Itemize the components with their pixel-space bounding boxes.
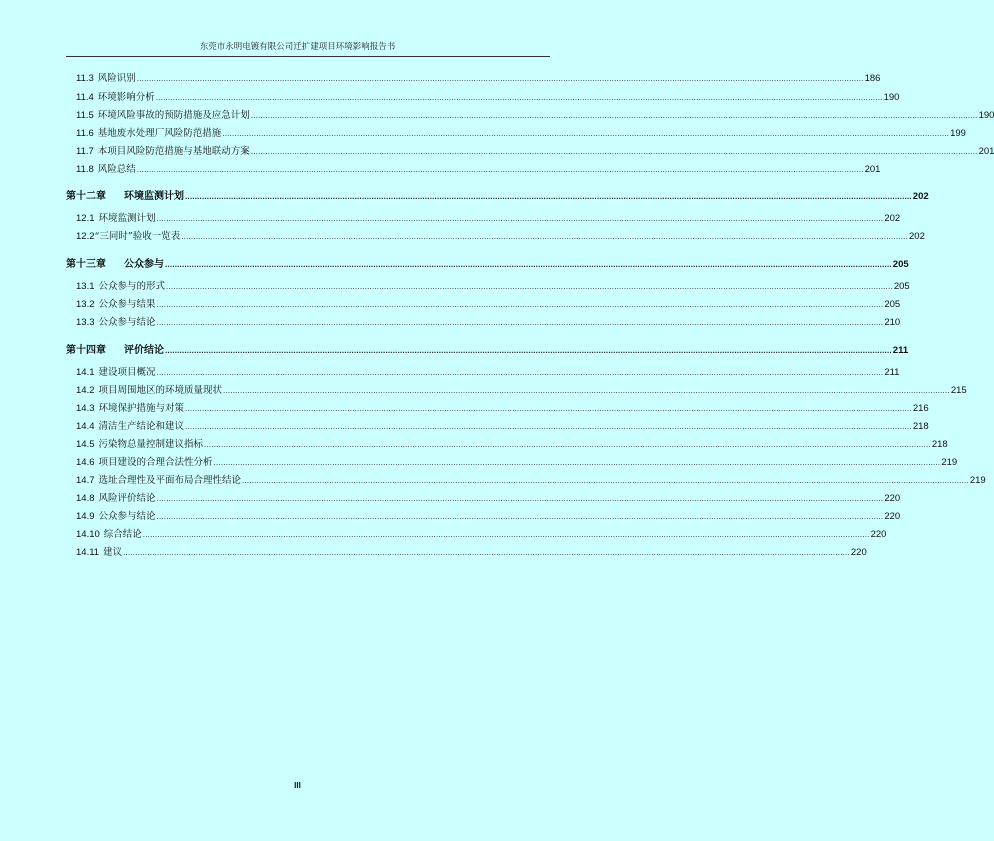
toc-section-entry[interactable] (76, 546, 867, 559)
toc-entry-title: 环境监测计划 (98, 213, 156, 224)
dot-leader: ............................................................................................................................................................................................................................................................................................................ (142, 530, 870, 539)
toc-section-entry[interactable] (76, 366, 900, 379)
toc-entry-page-number: 201 (978, 146, 994, 157)
dot-leader: ............................................................................................................................................................................................................................................................................................................ (156, 214, 884, 223)
toc-section-entry[interactable] (76, 127, 966, 140)
toc-entry-number: 14.11 (76, 547, 100, 558)
toc-entry-title: 建设项目概况 (98, 367, 156, 378)
toc-section-entry[interactable] (76, 510, 901, 523)
toc-entry-label (76, 298, 156, 311)
toc-entry-number: 11.4 (76, 92, 94, 103)
toc-entry-page-number: 202 (912, 191, 929, 202)
toc-entry-label (76, 510, 156, 523)
toc-chapter-entry[interactable] (66, 190, 929, 203)
dot-leader: ............................................................................................................................................................................................................................................................................................................ (165, 260, 892, 269)
dot-leader: ............................................................................................................................................................................................................................................................................................................ (185, 192, 912, 201)
toc-section-entry[interactable] (76, 474, 986, 487)
toc-entry-number: 14.7 (76, 475, 95, 486)
toc-entry-title: 公众参与的形式 (98, 281, 166, 292)
dot-leader: ............................................................................................................................................................................................................................................................................................................ (156, 512, 884, 521)
toc-entry-number: 14.8 (76, 493, 95, 504)
dot-leader: ............................................................................................................................................................................................................................................................................................................ (250, 111, 978, 120)
toc-entry-number: 14.1 (76, 367, 95, 378)
toc-entry-label (76, 366, 156, 379)
dot-leader: ............................................................................................................................................................................................................................................................................................................ (185, 404, 912, 413)
toc-section-entry[interactable] (76, 109, 994, 122)
dot-leader: ............................................................................................................................................................................................................................................................................................................ (204, 440, 931, 449)
dot-leader: ............................................................................................................................................................................................................................................................................................................ (213, 458, 941, 467)
toc-entry-label (66, 190, 184, 203)
toc-section-entry[interactable] (76, 280, 910, 293)
toc-section-entry[interactable] (76, 91, 900, 104)
toc-entry-page-number: 220 (850, 547, 867, 558)
dot-leader: ............................................................................................................................................................................................................................................................................................................ (222, 129, 950, 138)
toc-entry-title: 基地废水处理厂风险防范措施 (97, 128, 222, 139)
toc-entry-title: 风险总结 (97, 164, 136, 175)
toc-entry-label (76, 127, 221, 140)
toc-entry-page-number: 215 (950, 385, 967, 396)
toc-entry-title: 污染物总量控制建议指标 (98, 439, 204, 450)
toc-entry-title: 公众参与结论 (98, 317, 156, 328)
toc-entry-title: 建议 (103, 547, 123, 558)
toc-entry-number: 第十四章 (66, 345, 106, 356)
toc-section-entry[interactable] (76, 212, 901, 225)
dot-leader: ............................................................................................................................................................................................................................................................................................................ (136, 165, 864, 174)
toc-section-entry[interactable] (76, 316, 901, 329)
toc-entry-label (76, 420, 184, 433)
dot-leader: ............................................................................................................................................................................................................................................................................................................ (242, 476, 969, 485)
toc-entry-label (76, 492, 156, 505)
toc-entry-number: 第十二章 (66, 191, 106, 202)
dot-leader: ............................................................................................................................................................................................................................................................................................................ (166, 282, 893, 291)
toc-entry-page-number: 220 (884, 511, 901, 522)
toc-entry-title: “三同时”验收一览表 (94, 231, 181, 242)
toc-entry-label (76, 230, 180, 243)
toc-entry-title: 环境监测计划 (124, 191, 184, 202)
toc-entry-page-number: 186 (864, 73, 881, 84)
toc-entry-label (76, 91, 155, 104)
toc-entry-label (76, 163, 136, 176)
toc-section-entry[interactable] (76, 420, 929, 433)
toc-entry-page-number: 205 (884, 299, 901, 310)
toc-section-entry[interactable] (76, 384, 967, 397)
toc-entry-title: 评价结论 (124, 345, 164, 356)
toc-entry-label (76, 212, 156, 225)
toc-entry-page-number: 190 (978, 110, 994, 121)
toc-chapter-entry[interactable] (66, 258, 909, 271)
page-number: III (294, 781, 301, 790)
toc-entry-title: 项目周围地区的环境质量现状 (98, 385, 223, 396)
toc-entry-number: 13.3 (76, 317, 95, 328)
toc-entry-label (76, 384, 222, 397)
toc-entry-page-number: 211 (892, 345, 909, 356)
toc-entry-title: 环境风险事故的预防措施及应急计划 (97, 110, 250, 121)
toc-section-entry[interactable] (76, 163, 881, 176)
toc-entry-title: 本项目风险防范措施与基地联动方案 (97, 146, 250, 157)
toc-section-entry[interactable] (76, 492, 901, 505)
dot-leader: ............................................................................................................................................................................................................................................................................................................ (136, 74, 864, 83)
toc-entry-number: 14.5 (76, 439, 95, 450)
toc-section-entry[interactable] (76, 528, 887, 541)
toc-entry-number: 13.2 (76, 299, 95, 310)
toc-entry-number: 14.4 (76, 421, 95, 432)
toc-entry-label (76, 109, 250, 122)
dot-leader: ............................................................................................................................................................................................................................................................................................................ (155, 93, 883, 102)
toc-entry-title: 公众参与 (124, 259, 164, 270)
toc-entry-number: 11.3 (76, 73, 94, 84)
toc-entry-label (76, 72, 136, 85)
toc-entry-page-number: 218 (912, 421, 929, 432)
dot-leader: ............................................................................................................................................................................................................................................................................................................ (181, 232, 909, 241)
toc-section-entry[interactable] (76, 145, 994, 158)
toc-entry-title: 公众参与结果 (98, 299, 156, 310)
toc-entry-label (76, 280, 165, 293)
toc-section-entry[interactable] (76, 230, 925, 243)
dot-leader: ............................................................................................................................................................................................................................................................................................................ (156, 368, 884, 377)
running-header: 东莞市永明电镀有限公司迁扩建项目环境影响报告书 (199, 42, 396, 52)
toc-entry-number: 12.1 (76, 213, 95, 224)
toc-entry-label (76, 528, 142, 541)
toc-entry-label (76, 438, 203, 451)
toc-section-entry[interactable] (76, 402, 929, 415)
toc-entry-label (76, 402, 184, 415)
toc-entry-title: 公众参与结论 (98, 511, 156, 522)
toc-entry-number: 11.5 (76, 110, 94, 121)
toc-entry-title: 综合结论 (103, 529, 142, 540)
toc-entry-page-number: 220 (884, 493, 901, 504)
toc-entry-number: 14.2 (76, 385, 95, 396)
toc-entry-title: 风险识别 (97, 73, 136, 84)
toc-entry-page-number: 202 (884, 213, 901, 224)
toc-entry-number: 14.9 (76, 511, 95, 522)
toc-section-entry[interactable] (76, 456, 958, 469)
toc-entry-title: 项目建设的合理合法性分析 (98, 457, 213, 468)
toc-entry-title: 环境影响分析 (97, 92, 155, 103)
toc-entry-number: 第十三章 (66, 259, 106, 270)
toc-entry-page-number: 211 (884, 367, 900, 378)
toc-entry-page-number: 205 (892, 259, 909, 270)
dot-leader: ............................................................................................................................................................................................................................................................................................................ (185, 422, 912, 431)
toc-entry-label (76, 316, 156, 329)
dot-leader: ............................................................................................................................................................................................................................................................................................................ (156, 494, 884, 503)
toc-entry-page-number: 199 (950, 128, 966, 139)
toc-section-entry[interactable] (76, 298, 901, 311)
toc-entry-label (76, 474, 241, 487)
dot-leader: ............................................................................................................................................................................................................................................................................................................ (123, 548, 850, 557)
toc-entry-page-number: 216 (912, 403, 929, 414)
toc-entry-number: 14.10 (76, 529, 100, 540)
toc-entry-page-number: 190 (883, 92, 900, 103)
toc-entry-label (76, 145, 250, 158)
toc-entry-label (76, 456, 213, 469)
toc-entry-label (76, 546, 122, 559)
toc-entry-number: 11.8 (76, 164, 94, 175)
toc-entry-title: 环境保护措施与对策 (98, 403, 185, 414)
toc-entry-label (66, 258, 164, 271)
toc-entry-number: 14.6 (76, 457, 95, 468)
toc-chapter-entry[interactable] (66, 344, 909, 357)
toc-entry-page-number: 218 (931, 439, 948, 450)
toc-entry-page-number: 210 (884, 317, 901, 328)
toc-entry-title: 选址合理性及平面布局合理性结论 (98, 475, 242, 486)
toc-entry-number: 12.2 (76, 231, 95, 242)
toc-section-entry[interactable] (76, 438, 948, 451)
toc-entry-number: 13.1 (76, 281, 95, 292)
toc-entry-page-number: 201 (864, 164, 881, 175)
toc-entry-title: 清洁生产结论和建议 (98, 421, 185, 432)
toc-entry-page-number: 219 (969, 475, 986, 486)
dot-leader: ............................................................................................................................................................................................................................................................................................................ (250, 147, 978, 156)
toc-entry-page-number: 220 (870, 529, 887, 540)
toc-entry-number: 11.6 (76, 128, 94, 139)
dot-leader: ............................................................................................................................................................................................................................................................................................................ (156, 318, 884, 327)
dot-leader: ............................................................................................................................................................................................................................................................................................................ (156, 300, 884, 309)
toc-entry-page-number: 202 (909, 231, 925, 242)
toc-entry-page-number: 219 (941, 457, 958, 468)
toc-section-entry[interactable] (76, 72, 881, 85)
dot-leader: ............................................................................................................................................................................................................................................................................................................ (223, 386, 950, 395)
toc-entry-label (66, 344, 164, 357)
toc-entry-page-number: 205 (893, 281, 910, 292)
toc-entry-number: 14.3 (76, 403, 95, 414)
dot-leader: ............................................................................................................................................................................................................................................................................................................ (165, 346, 892, 355)
toc-entry-number: 11.7 (76, 146, 94, 157)
toc-entry-title: 风险评价结论 (98, 493, 156, 504)
